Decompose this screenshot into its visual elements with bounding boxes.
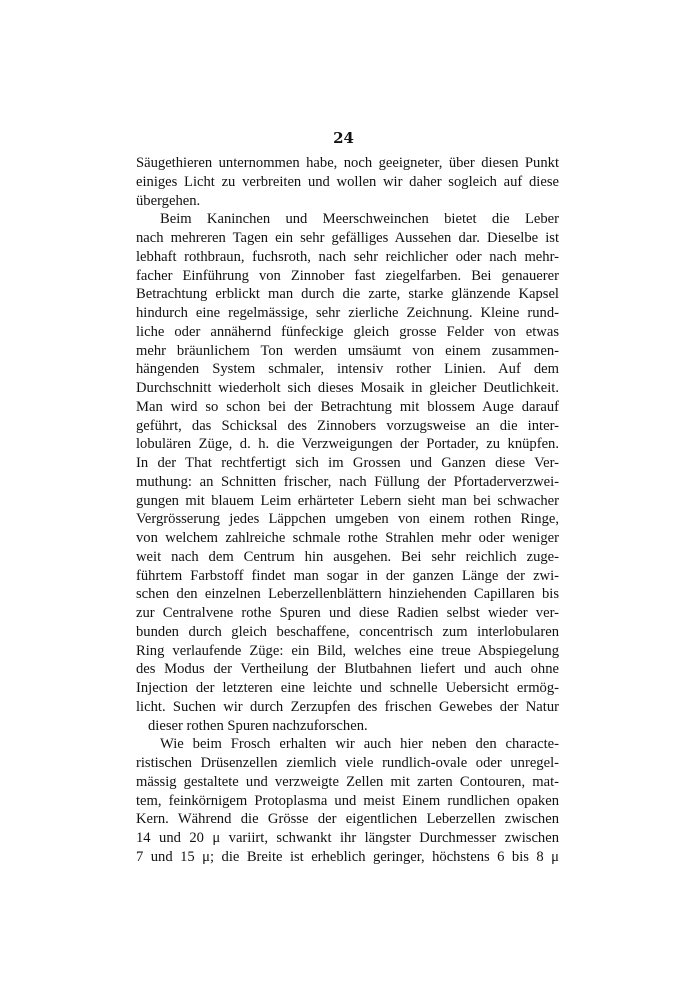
text-line: hindurch eine regelmässige, sehr zierliche Zeichnung. Kleine rund- (136, 305, 559, 321)
text-line: lobulären Züge, d. h. die Verzweigungen der Portader, zu knüpfen. (136, 436, 559, 453)
text-line: licht. Suchen wir durch Zerzupfen des frischen Gewebes der Natur (136, 698, 559, 715)
text-line: von welchem zahlreiche schmale rothe Strahlen mehr oder weniger (136, 530, 559, 546)
text-line: Wie beim Frosch erhalten wir auch hier neben den characte- (160, 736, 559, 753)
text-line: schen den einzelnen Leberzellenblättern hinziehenden Capillaren bis (136, 586, 559, 603)
text-line: 7 und 15 μ; die Breite ist erheblich geringer, höchstens 6 bis 8 μ (136, 848, 559, 865)
text-line: Säugethieren unternommen habe, noch geeigneter, über diesen Punkt (136, 155, 559, 171)
text-line: übergehen. (136, 192, 201, 209)
text-line: zur Centralvene rothe Spuren und diese Radien selbst wieder ver- (136, 605, 559, 621)
text-line: In der That rechtfertigt sich im Grossen und Ganzen diese Ver- (136, 455, 559, 471)
text-line: Beim Kaninchen und Meerschweinchen bietet die Leber (160, 211, 559, 228)
body-text (136, 154, 559, 867)
text-line: mehr bräunlichem Ton werden umsäumt von einem zusammen- (136, 342, 559, 359)
text-line: einiges Licht zu verbreiten und wollen wir daher sogleich auf diese (136, 173, 559, 190)
text-line: liche oder annähernd fünfeckige gleich grosse Felder von etwas (136, 323, 559, 340)
text-line: hängenden System schmaler, intensiv rother Linien. Auf dem (136, 361, 559, 378)
text-line: facher Einführung von Zinnober fast ziegelfarben. Bei genauerer (136, 267, 559, 284)
text-line: nach mehreren Tagen ein sehr gefälliges Aussehen dar. Dieselbe ist (136, 230, 559, 246)
text-line: Man wird so schon bei der Betrachtung mit blossem Auge darauf (136, 398, 559, 415)
text-line: ristischen Drüsenzellen ziemlich viele rundlich-ovale oder unregel- (136, 755, 559, 771)
text-line: Vergrösserung jedes Läppchen umgeben von einem rothen Ringe, (136, 511, 559, 528)
text-line: dieser rothen Spuren nachzuforschen. (148, 717, 368, 734)
text-line: führtem Farbstoff findet man sogar in der ganzen Länge der zwi- (136, 567, 559, 584)
text-line: 14 und 20 μ variirt, schwankt ihr längster Durchmesser zwischen (136, 830, 559, 846)
text-line: Durchschnitt wiederholt sich dieses Mosaik in gleicher Deutlichkeit. (136, 380, 559, 396)
text-line: Kern. Während die Grösse der eigentlichen Leberzellen zwischen (136, 811, 559, 828)
text-line: geführt, das Schicksal des Zinnobers vorzugsweise an die inter- (136, 417, 559, 434)
text-line: gungen mit blauem Leim erhärteter Lebern sieht man bei schwacher (136, 492, 559, 509)
text-line: Betrachtung erblickt man durch die zarte, starke glänzende Kapsel (136, 286, 559, 303)
text-line: weit nach dem Centrum hin ausgehen. Bei sehr reichlich zuge- (136, 548, 559, 565)
text-line: des Modus der Vertheilung der Blutbahnen liefert und auch ohne (136, 661, 559, 678)
text-line: Injection der letzteren eine leichte und schnelle Uebersicht ermög- (136, 680, 559, 696)
text-line: lebhaft rothbraun, fuchsroth, nach sehr reichlicher oder nach mehr- (136, 248, 559, 265)
text-line: Ring verlaufende Züge: ein Bild, welches eine treue Abspiegelung (136, 642, 559, 659)
text-line: muthung: an Schnitten frischer, nach Füllung der Pfortaderverzwei- (136, 473, 559, 490)
text-line: mässig gestaltete und verzweigte Zellen mit zarten Contouren, mat- (136, 773, 559, 790)
text-line: bunden durch gleich beschaffene, concentrisch zum interlobularen (136, 623, 559, 640)
page-number: 24 (333, 129, 354, 147)
text-line: tem, feinkörnigem Protoplasma und meist Einem rundlichen opaken (136, 792, 559, 809)
